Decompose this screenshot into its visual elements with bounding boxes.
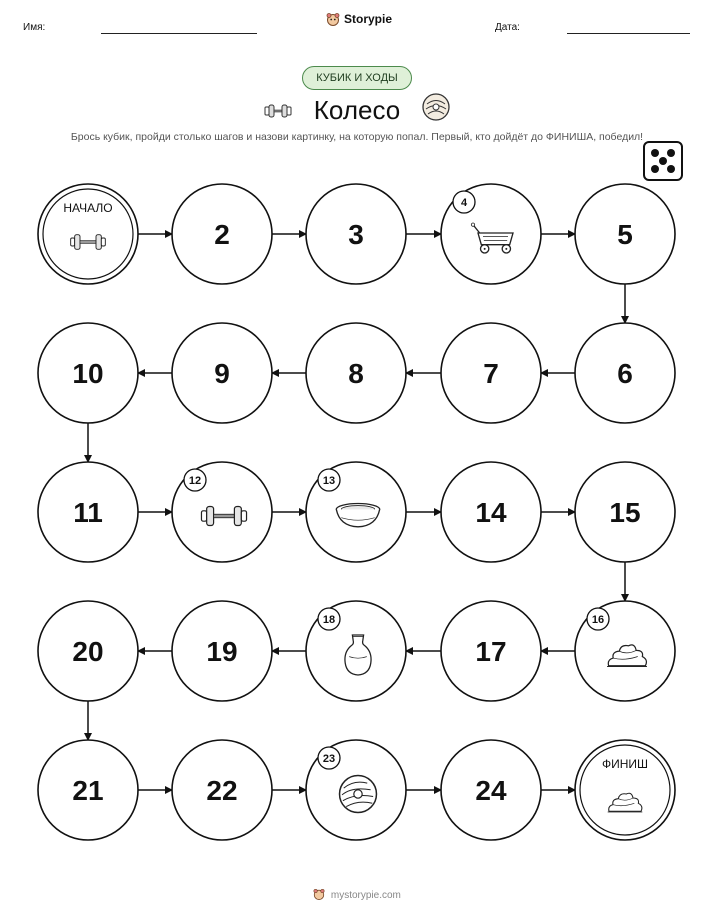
cell-number: 17: [475, 636, 507, 667]
board-cell-13[interactable]: [306, 462, 406, 562]
cell-number: 13: [322, 475, 336, 487]
cell-number: 11: [73, 497, 103, 528]
date-label: Дата:: [495, 22, 520, 33]
board-cell-12[interactable]: [172, 462, 272, 562]
cell-number: 23: [322, 753, 336, 765]
cell-number: 24: [475, 775, 507, 806]
cell-number: 9: [214, 358, 230, 389]
footer-mascot-icon: [313, 888, 325, 900]
board-cell-7[interactable]: [441, 323, 541, 423]
donut-icon: [340, 776, 377, 813]
cell-number: 10: [72, 358, 104, 389]
cell-number: 16: [591, 614, 605, 626]
instructions: Брось кубик, пройди столько шагов и назови картинку, на которую попал. Первый, кто дойдёт до ФИНИША, победил!: [70, 131, 644, 143]
cell-number: 12: [188, 475, 202, 487]
board-cell-6[interactable]: [575, 323, 675, 423]
footer-url: mystorypie.com: [330, 890, 401, 901]
cell-number: 22: [206, 775, 238, 806]
cell-number: 3: [348, 219, 364, 250]
finish-label: ФИНИШ: [601, 757, 649, 771]
board-cell-15[interactable]: [575, 462, 675, 562]
board-cell-10[interactable]: [38, 323, 138, 423]
start-label: НАЧАЛО: [63, 201, 113, 215]
board-cell-1[interactable]: [38, 184, 138, 284]
board-cell-24[interactable]: [441, 740, 541, 840]
board-cell-19[interactable]: [172, 601, 272, 701]
cell-number: 6: [617, 358, 633, 389]
board-cell-3[interactable]: [306, 184, 406, 284]
board-cell-16[interactable]: [575, 601, 675, 701]
brand-name: Storypie: [344, 12, 393, 26]
board-cell-2[interactable]: [172, 184, 272, 284]
cell-circle: [575, 740, 675, 840]
board-cell-5[interactable]: [575, 184, 675, 284]
board-cell-20[interactable]: [38, 601, 138, 701]
cell-number: 14: [475, 497, 507, 528]
category-badge: КУБИК И ХОДЫ: [302, 66, 412, 90]
cell-number: 4: [460, 197, 468, 209]
cell-number: 15: [609, 497, 641, 528]
board-cell-9[interactable]: [172, 323, 272, 423]
board-cell-18[interactable]: [306, 601, 406, 701]
board-cell-4[interactable]: [441, 184, 541, 284]
cell-number: 2: [214, 219, 230, 250]
board-cell-17[interactable]: [441, 601, 541, 701]
cell-number: 21: [72, 775, 104, 806]
board-cell-14[interactable]: [441, 462, 541, 562]
board-cell-25[interactable]: [575, 740, 675, 840]
cell-number: 5: [617, 219, 633, 250]
board-cell-11[interactable]: [38, 462, 138, 562]
cell-number: 18: [322, 614, 336, 626]
cell-number: 7: [483, 358, 499, 389]
cell-circle: [38, 184, 138, 284]
board-cell-22[interactable]: [172, 740, 272, 840]
name-label: Имя:: [23, 22, 46, 33]
cell-number: 8: [348, 358, 364, 389]
board-cell-23[interactable]: [306, 740, 406, 840]
footer: [0, 888, 714, 901]
cell-number: 20: [72, 636, 104, 667]
title-text: Колесо: [313, 95, 401, 125]
cell-number: 19: [206, 636, 238, 667]
board-cell-21[interactable]: [38, 740, 138, 840]
board-cell-8[interactable]: [306, 323, 406, 423]
